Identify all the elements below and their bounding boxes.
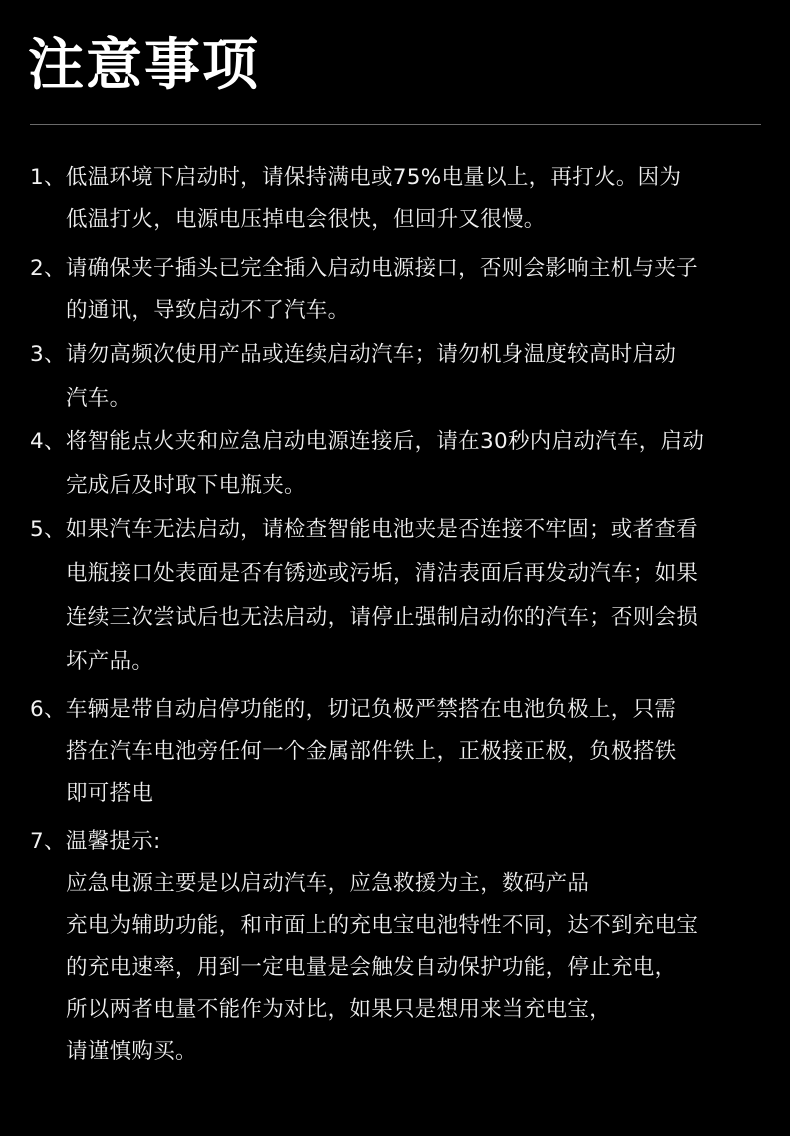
note-line: 完成后及时取下电瓶夹。: [66, 473, 306, 498]
note-line: 5、如果汽车无法启动，请检查智能电池夹是否连接不牢固；或者查看: [30, 517, 698, 542]
note-line: 1、低温环境下启动时，请保持满电或75%电量以上，再打火。因为: [30, 165, 682, 190]
note-line: 的充电速率，用到一定电量是会触发自动保护功能，停止充电，: [66, 955, 677, 980]
note-line: 请谨慎购买。: [66, 1039, 197, 1064]
note-line: 所以两者电量不能作为对比，如果只是想用来当充电宝，: [66, 997, 612, 1022]
note-line: 2、请确保夹子插头已完全插入启动电源接口，否则会影响主机与夹子: [30, 256, 698, 281]
note-line: 充电为辅助功能，和市面上的充电宝电池特性不同，达不到充电宝: [66, 913, 699, 938]
note-line: 即可搭电: [66, 781, 154, 806]
note-line: 汽车。: [66, 386, 132, 411]
note-line: 应急电源主要是以启动汽车，应急救援为主，数码产品: [66, 871, 590, 896]
note-line: 连续三次尝试后也无法启动，请停止强制启动你的汽车；否则会损: [66, 605, 699, 630]
title-divider: [30, 124, 761, 125]
note-line: 低温打火，电源电压掉电会很快，但回升又很慢。: [66, 207, 546, 232]
note-line: 坏产品。: [66, 649, 154, 674]
note-line: 4、将智能点火夹和应急启动电源连接后，请在30秒内启动汽车，启动: [30, 429, 705, 454]
note-line: 7、温馨提示:: [30, 829, 161, 854]
note-line: 6、车辆是带自动启停功能的，切记负极严禁搭在电池负极上，只需: [30, 697, 677, 722]
note-line: 3、请勿高频次使用产品或连续启动汽车；请勿机身温度较高时启动: [30, 342, 677, 367]
note-line: 的通讯，导致启动不了汽车。: [66, 298, 350, 323]
note-line: 电瓶接口处表面是否有锈迹或污垢，清洁表面后再发动汽车；如果: [66, 561, 699, 586]
page-title: 注意事项: [28, 33, 260, 98]
note-line: 搭在汽车电池旁任何一个金属部件铁上，正极接正极，负极搭铁: [66, 739, 677, 764]
